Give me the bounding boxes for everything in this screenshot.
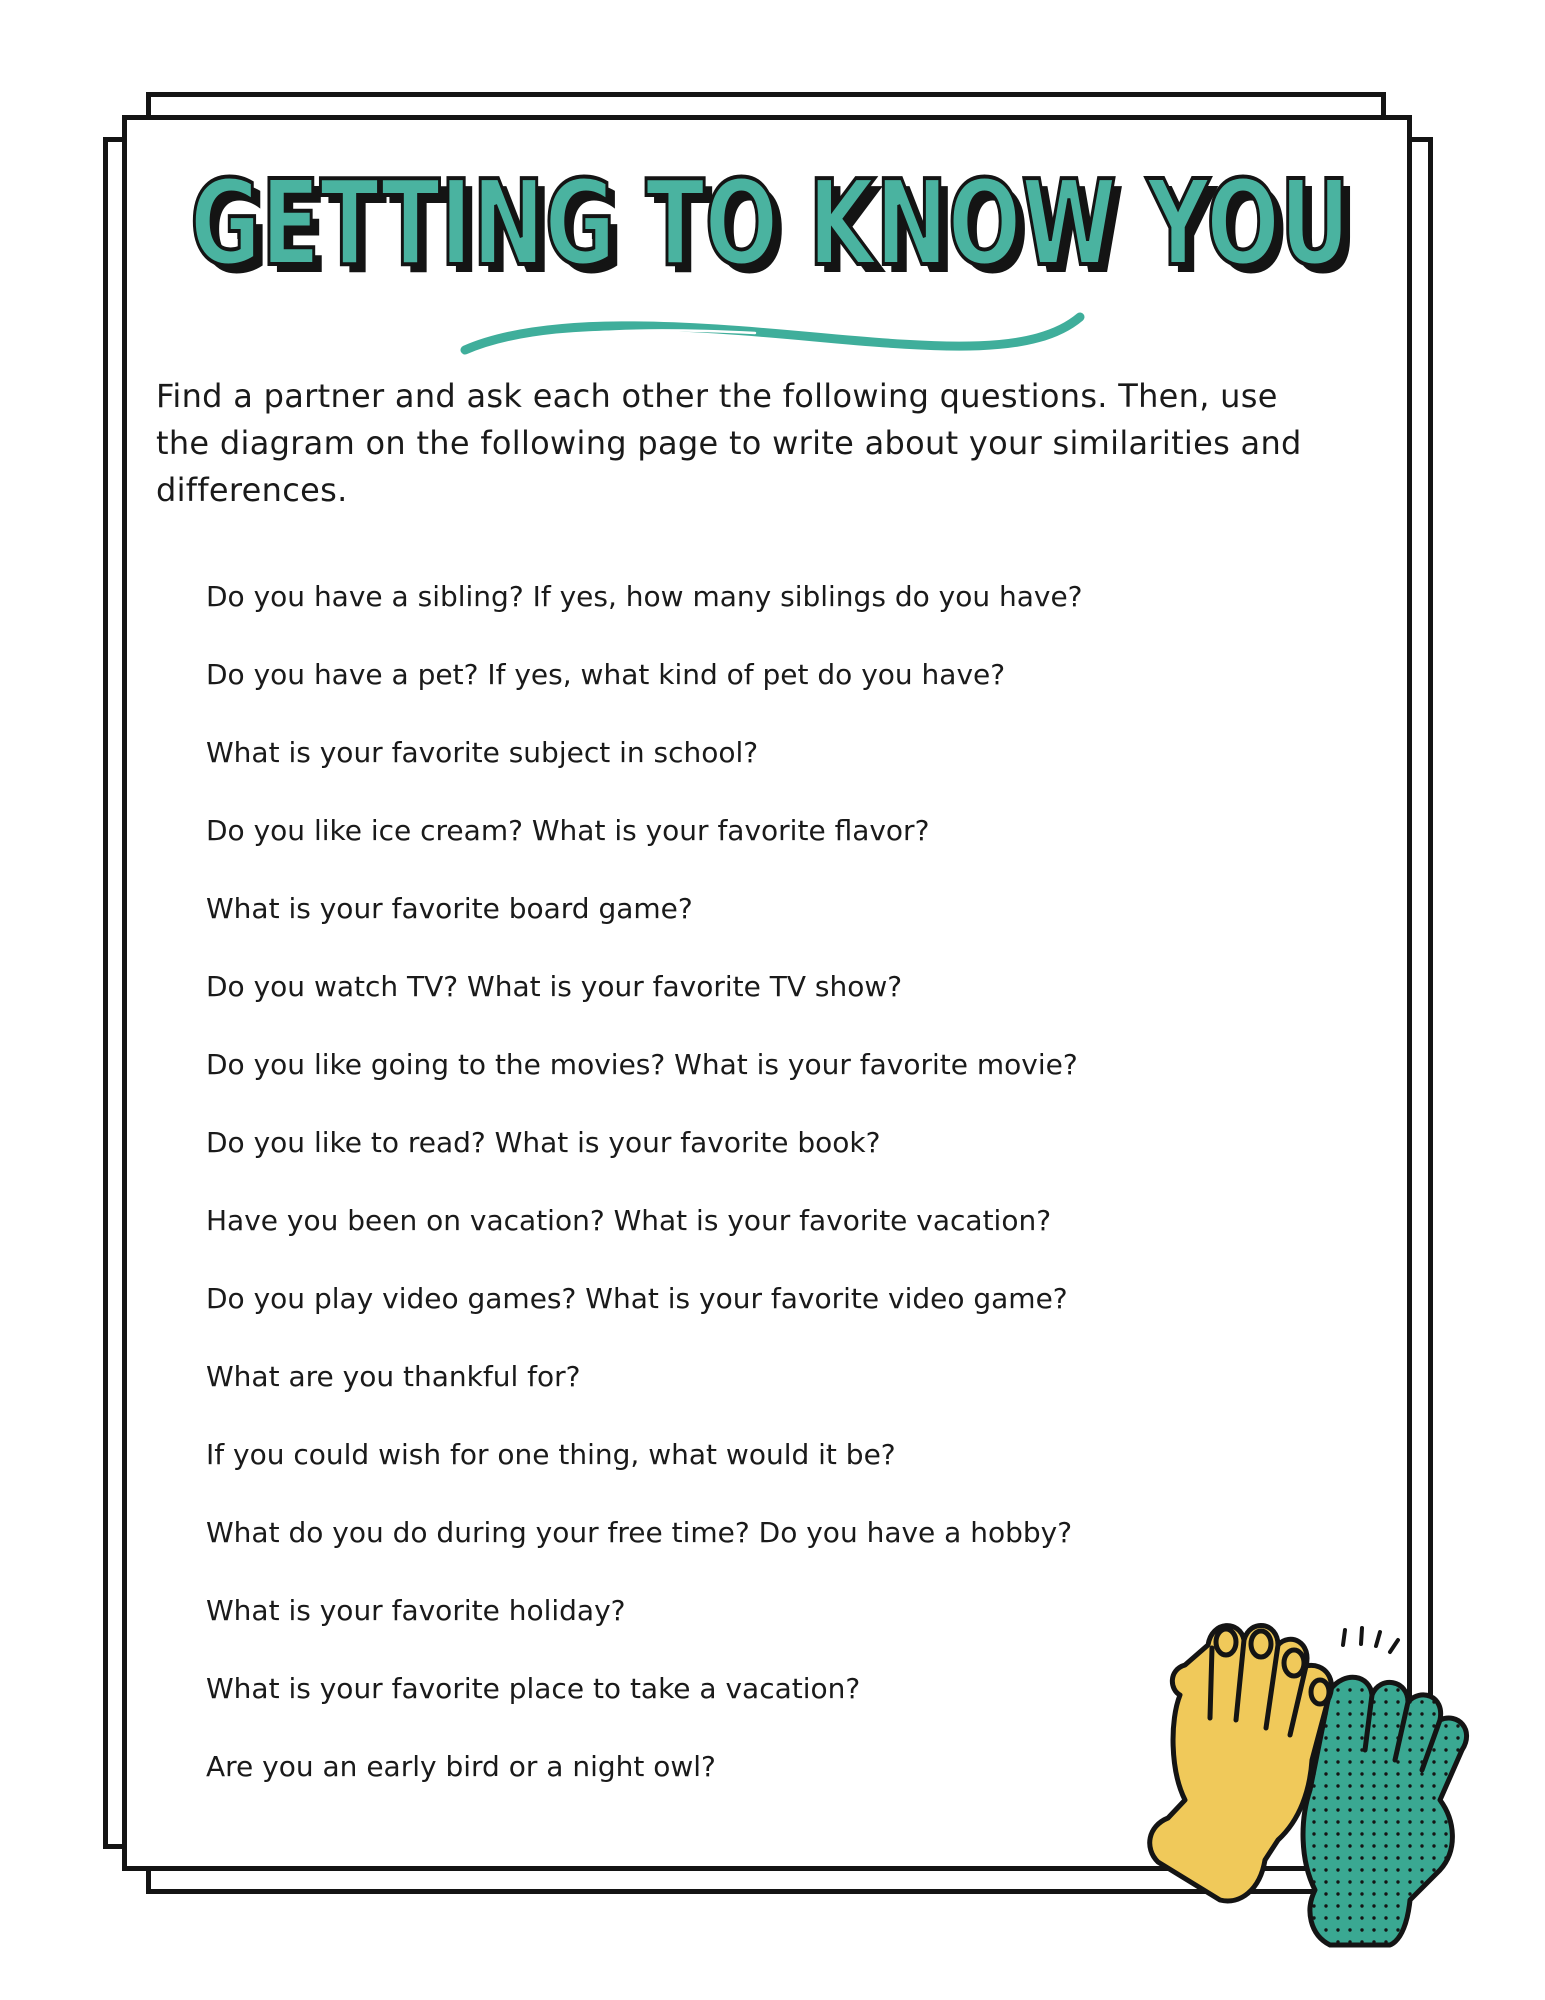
question-item: Do you like ice cream? What is your favorite flavor? — [206, 814, 930, 847]
page-title — [150, 150, 1395, 300]
instructions-text: Find a partner and ask each other the following questions. Then, use the diagram on the following page to write about your similarities and differences. — [156, 377, 1302, 509]
page-title-text: GETTING TO KNOW YOU — [190, 154, 1350, 292]
question-item: What do you do during your free time? Do you have a hobby? — [206, 1516, 1073, 1549]
question-item: What is your favorite board game? — [206, 892, 693, 925]
question-item: What is your favorite holiday? — [206, 1594, 626, 1627]
question-item: What are you thankful for? — [206, 1360, 581, 1393]
question-item: Do you like to read? What is your favorite book? — [206, 1126, 881, 1159]
question-item: Do you have a pet? If yes, what kind of pet do you have? — [206, 658, 1006, 691]
title-underline-swoosh — [455, 305, 1095, 365]
question-item: What is your favorite place to take a vacation? — [206, 1672, 861, 1705]
question-item: Have you been on vacation? What is your favorite vacation? — [206, 1204, 1052, 1237]
question-item: Do you play video games? What is your favorite video game? — [206, 1282, 1068, 1315]
question-item: Do you have a sibling? If yes, how many siblings do you have? — [206, 580, 1083, 613]
high-five-hands-icon — [1140, 1600, 1500, 1950]
question-item: If you could wish for one thing, what would it be? — [206, 1438, 896, 1471]
question-list — [206, 572, 1083, 1820]
question-item: Do you like going to the movies? What is your favorite movie? — [206, 1048, 1078, 1081]
page-title-shadow: GETTING TO KNOW YOU — [198, 162, 1358, 300]
question-item: Do you watch TV? What is your favorite TV show? — [206, 970, 903, 1003]
question-item: What is your favorite subject in school? — [206, 736, 759, 769]
question-item: Are you an early bird or a night owl? — [206, 1750, 716, 1783]
